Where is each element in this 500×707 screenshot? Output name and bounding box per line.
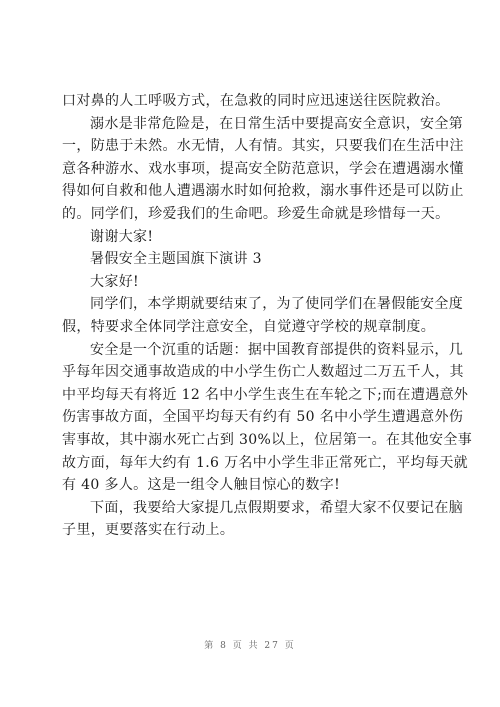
text-line: 意各种游水、戏水事项，提高安全防范意识，学会在遭遇溺水懂 xyxy=(62,160,464,177)
text-line: 故方面，每年大约有 1.6 万名中小学生非正常死亡，平均每天就 xyxy=(62,454,469,471)
section-heading: 暑假安全主题国旗下演讲 3 xyxy=(90,251,262,268)
text-line: 害事故，其中溺水死亡占到 30%以上，位居第一。在其他安全事 xyxy=(62,431,473,448)
paragraph-start: 同学们，本学期就要结束了，为了使同学们在暑假能安全度 xyxy=(90,296,464,313)
text-line: 有 40 多人。这是一组令人触目惊心的数字! xyxy=(62,477,341,494)
text-line: 的。同学们，珍爱我们的生命吧。珍爱生命就是珍惜每一天。 xyxy=(62,205,450,222)
text-line: 假，特要求全体同学注意安全，自觉遵守学校的规章制度。 xyxy=(62,318,436,335)
paragraph-start: 安全是一个沉重的话题：据中国教育部提供的资料显示，几 xyxy=(90,341,464,358)
text-line: 得如何自救和他人遭遇溺水时如何抢救，溺水事件还是可以防止 xyxy=(62,183,464,200)
text-line: 口对鼻的人工呼吸方式，在急救的同时应迅速送往医院救治。 xyxy=(62,93,450,109)
paragraph-start: 下面，我要给大家提几点假期要求，希望大家不仅要记在脑 xyxy=(90,499,464,516)
text-line: 子里，更要落实在行动上。 xyxy=(62,522,235,539)
text-line: 中平均每天有将近 12 名中小学生丧生在车轮之下;而在遭遇意外 xyxy=(62,386,469,403)
text-line: 一，防患于未然。水无情，人有情。其实，只要我们在生活中注 xyxy=(62,138,464,155)
document-body xyxy=(62,90,473,542)
text-line: 伤害事故方面，全国平均每天有约有 50 名中小学生遭遇意外伤 xyxy=(62,409,464,426)
greeting-line: 大家好! xyxy=(90,273,140,290)
page-number-footer: 第 8 页 共 27 页 xyxy=(204,641,296,651)
paragraph-start: 溺水是非常危险是，在日常生活中要提高安全意识，安全第 xyxy=(90,115,464,132)
text-line: 乎每年因交通事故造成的中小学生伤亡人数超过二万五千人，其 xyxy=(62,364,464,381)
closing-line: 谢谢大家! xyxy=(90,228,154,245)
